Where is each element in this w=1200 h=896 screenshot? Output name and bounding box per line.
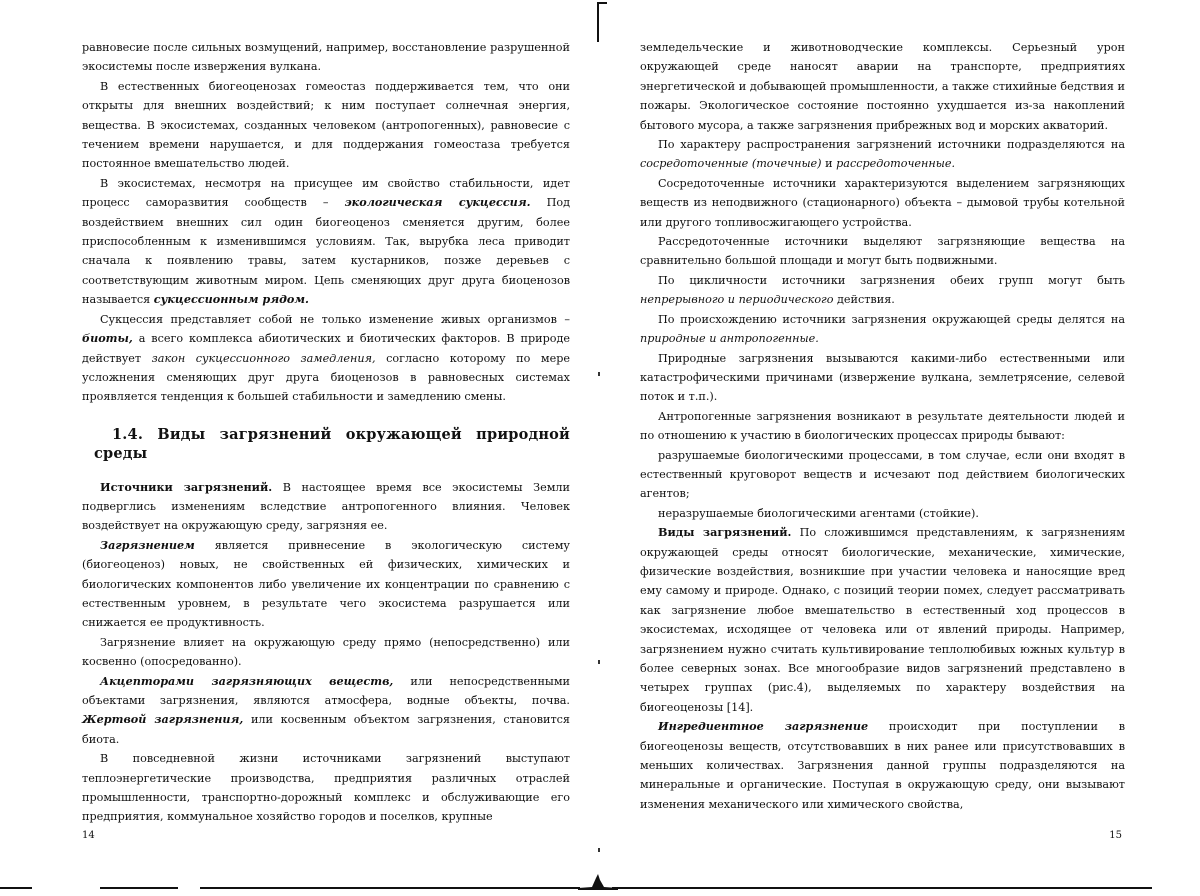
paragraph: Антропогенные загрязнения возникают в результате деятельности людей и по отношению к участию в биологических процессах природы бывают: (640, 409, 1125, 443)
paragraph: Природные загрязнения вызываются какими-либо естественными или катастрофическими причинами (извержение вулкана, землетрясение, селевой поток и т.п.). (640, 351, 1125, 404)
term-point-sources: сосредоточенные (точечные) (640, 157, 822, 171)
paragraph: Ингредиентное загрязнение происходит при поступлении в биогеоценозы веществ, отсутствовавших в них ранее или присутствовавших в меньших количествах. Загрязнения данной группы подразделяются на минеральные и органические. Поступая в окружающую среду, они вызывают изменения механического или химического свойства, (640, 719, 1126, 811)
page-number: 14 (82, 830, 95, 841)
spine-dot (598, 660, 600, 664)
term-continuous-periodic: непрерывного и периодического (640, 293, 834, 307)
paragraph: По характеру распространения загрязнений источники подразделяются на сосредоточенные (точечные) и рассредоточенные. (640, 138, 1125, 171)
spine-dot (598, 372, 600, 376)
paragraph: Акцепторами загрязняющих веществ, или непосредственными объектами загрязнения, являются атмосфера, водные объекты, почва. Жертвой загрязнения, или косвенным объектом загрязнения, становится биота. (82, 673, 570, 746)
scan-edge-line (100, 887, 178, 889)
paragraph: В повседневной жизни источниками загрязнений выступают теплоэнергетические производства, предприятия различных отраслей промышленности, транспортно-дорожный комплекс и обслуживающие его предприятия, коммунальное хозяйство городов и поселков, крупные (82, 752, 570, 824)
right-page (600, 0, 1200, 896)
paragraph: Рассредоточенные источники выделяют загрязняющие вещества на сравнительно большой площади и могут быть подвижными. (640, 235, 1125, 268)
term-victim: Жертвой загрязнения, (82, 712, 244, 727)
page-number: 15 (1109, 830, 1122, 841)
book-spine-mark (597, 2, 599, 42)
right-page-text (640, 38, 1125, 814)
term-ingredient-pollution: Ингредиентное загрязнение (658, 719, 869, 734)
scan-spine-shadow (578, 872, 618, 890)
term-pollution-sources: Источники загрязнений. (100, 479, 273, 494)
scan-edge-line (0, 887, 32, 889)
paragraph: неразрушаемые биологическими агентами (стойкие). (658, 506, 979, 520)
paragraph: разрушаемые биологическими процессами, в том случае, если они входят в естественный круговорот веществ и исчезают под действием биологических агентов; (640, 448, 1125, 501)
section-heading: 1.4. Виды загрязнений окружающей природной среды (94, 425, 570, 463)
scan-edge-line (200, 887, 580, 889)
paragraph: равновесие после сильных возмущений, например, восстановление разрушенной экосистемы после извержения вулкана. (82, 41, 570, 74)
term-ecological-succession: экологическая сукцессия. (344, 195, 531, 210)
paragraph: По происхождению источники загрязнения окружающей среды делятся на природные и антропогенные. (640, 312, 1125, 346)
paragraph: В экосистемах, несмотря на присущее им свойство стабильности, идет процесс саморазвития сообществ – экологическая сукцессия. Под воздействием внешних сил один биогеоценоз сменяется другим, более приспособленным к изменившимся условиям. Так, вырубка леса приводит сначала к появлению травы, затем кустарников, позже деревьев с соответствующим животным миром. Цепь сменяющих друг друга биоценозов называется сукцессионным рядом. (82, 176, 570, 307)
term-pollution-types: Виды загрязнений. (658, 525, 792, 540)
paragraph: земледельческие и животноводческие комплексы. Серьезный урон окружающей среде наносят аварии на транспорте, предприятиях энергетической и добывающей промышленности, а также стихийные бедствия и пожары. Экологическое состояние постоянно ухудшается из-за накоплений бытового мусора, а также загрязнения прибрежных вод и морских акваторий. (640, 41, 1125, 132)
paragraph: В естественных биогеоценозах гомеостаз поддерживается тем, что они открыты для внешних воздействий; к ним поступает солнечная энергия, вещества. В экосистемах, созданных человеком (антропогенных), равновесие с течением времени нарушается, и для поддержания гомеостаза требуется постоянное вмешательство людей. (82, 79, 570, 171)
term-pollution: Загрязнением (100, 537, 195, 552)
paragraph: Виды загрязнений. По сложившимся представлениям, к загрязнениям окружающей среды относят биологические, механические, химические, физические воздействия, возникшие при участии человека и наносящие вред ему самому и природе. Однако, с позиций теории помех, следует рассматривать как загрязнение любое вмешательство в естественный ход процессов в экосистемах, исходящее от человека или от явлений природы. Например, загрязнением нужно считать культивирование теплолюбивых южных культур в более северных зонах. Все многообразие видов загрязнений представлено в четырех группах (рис.4), выделяемых по характеру воздействия на биогеоценозы [14]. (640, 525, 1125, 714)
term-succession-series: сукцессионным рядом. (153, 292, 309, 307)
term-distributed-sources: рассредоточенные. (836, 157, 956, 171)
term-acceptors: Акцепторами загрязняющих веществ, (100, 673, 394, 688)
paragraph: Сукцессия представляет собой не только изменение живых организмов – биоты, а всего комплекса абиотических и биотических факторов. В природе действует закон сукцессионного замедления, согласно которому по мере усложнения сменяющих друг друга биоценозов в равновесных системах проявляется тенденция к большей стабильности и замедлению смены. (82, 312, 571, 404)
term-succession-law: закон сукцессионного замедления, (151, 351, 376, 365)
spine-dot (598, 848, 600, 852)
scan-edge-line (612, 887, 1152, 889)
paragraph: Источники загрязнений. В настоящее время все экосистемы Земли подверглись изменениям вследствие антропогенного влияния. Человек воздействует на окружающую среду, загрязняя ее. (82, 479, 570, 533)
left-page-text (82, 38, 570, 827)
book-spine-mark-top (597, 2, 607, 4)
paragraph: По цикличности источники загрязнения обеих групп могут быть непрерывного и периодического действия. (640, 273, 1125, 307)
term-natural-anthropogenic: природные и антропогенные. (640, 332, 819, 346)
term-biota: биоты, (82, 331, 133, 346)
paragraph: Загрязнением является привнесение в экологическую систему (биогеоценоз) новых, не свойственных ей физических, химических и биологических компонентов либо увеличение их концентрации по сравнению с естественным уровнем, в результате чего экосистема разрушается или снижается ее продуктивность. (82, 537, 570, 630)
paragraph: Загрязнение влияет на окружающую среду прямо (непосредственно) или косвенно (опосредованно). (82, 635, 570, 669)
paragraph: Сосредоточенные источники характеризуются выделением загрязняющих веществ из неподвижного (стационарного) объекта – дымовой трубы котельной или другого топливосжигающего устройства. (640, 176, 1125, 229)
